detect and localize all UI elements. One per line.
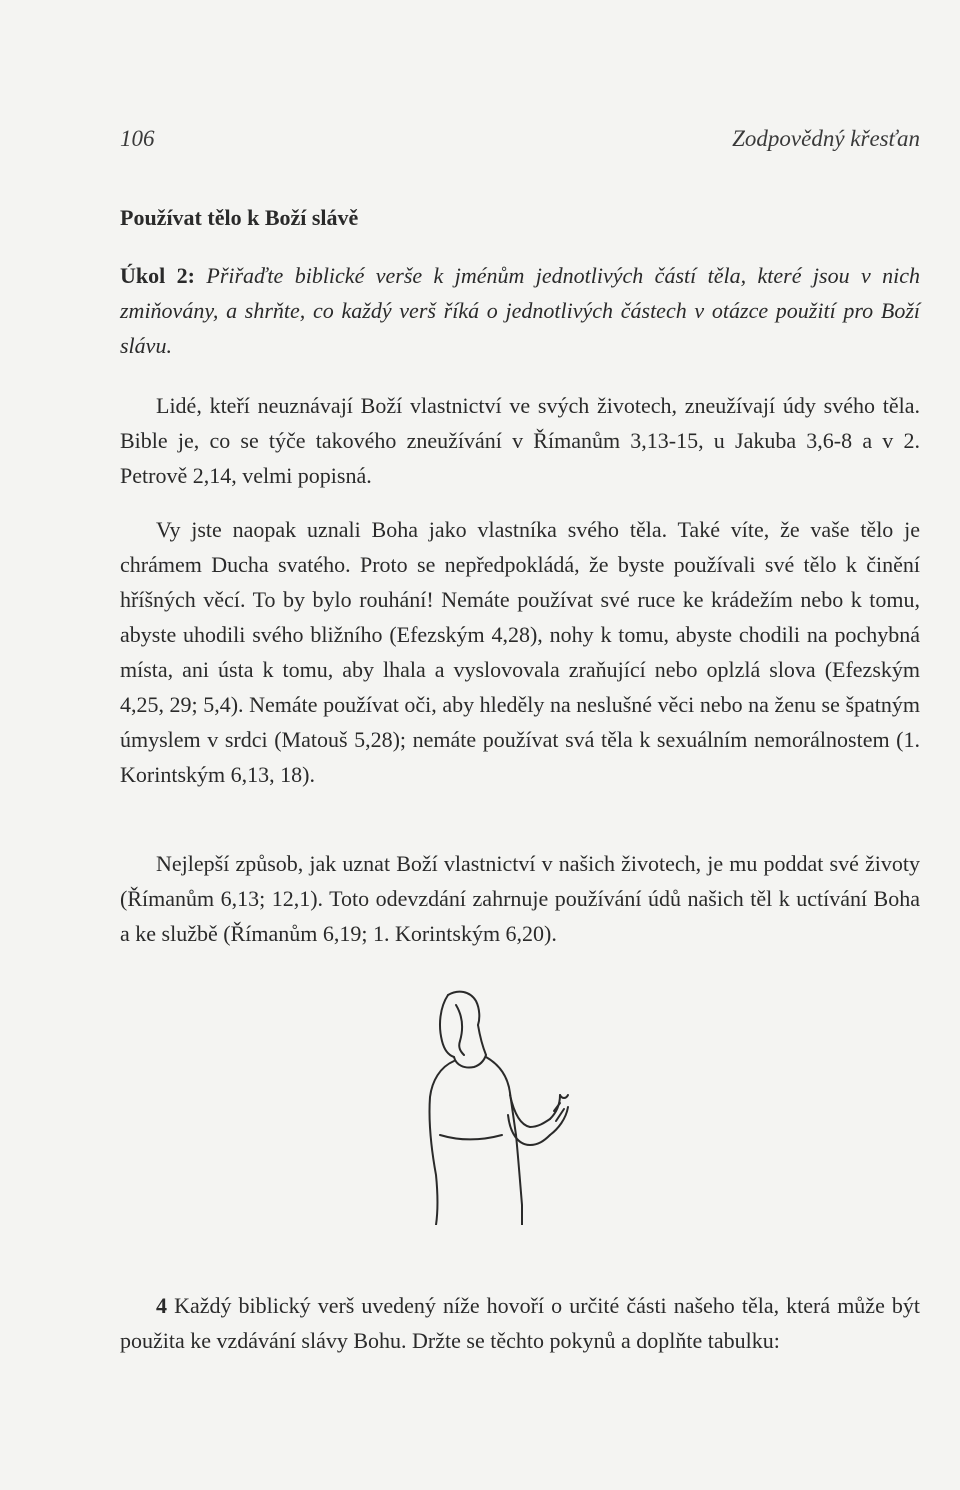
- praying-figure-illustration: [410, 985, 580, 1225]
- section-title: Používat tělo k Boží slávě: [120, 205, 359, 230]
- exercise-instruction: [120, 1288, 920, 1358]
- exercise-number: 4: [156, 1293, 167, 1318]
- exercise-text: Každý biblický verš uvedený níže hovoří o určité části našeho těla, která může být použita ke vzdávání slávy Bohu. Držte se těchto pokynů a doplňte tabulku:: [120, 1293, 921, 1353]
- task-block: [120, 258, 920, 363]
- paragraph: Vy jste naopak uznali Boha jako vlastníka svého těla. Také víte, že vaše tělo je chrámem Ducha svatého. Proto se nepředpokládá, že byste používali své tělo k činění hříšných věcí. To by bylo rouhání! Nemáte používat své ruce ke krádežím nebo k tomu, abyste uhodili svého bližního (Efezským 4,28), nohy k tomu, abyste chodili na pochybná místa, ani ústa k tomu, aby lhala a vyslovovala zraňující nebo oplzlá slova (Efezským 4,25, 29; 5,4). Nemáte používat oči, aby hleděly na neslušné věci nebo na ženu se špatným úmyslem v srdci (Matouš 5,28); nemáte používat svá těla k sexuálním nemorálnostem (1. Korintským 6,13, 18).: [120, 517, 920, 787]
- task-label: Úkol 2:: [120, 263, 195, 288]
- task-text: Přiřaďte biblické verše k jménům jednotlivých částí těla, které jsou v nich zmiňovány, a shrňte, co každý verš říká o jednotlivých částech v otázce použití pro Boží slávu.: [120, 263, 921, 358]
- page-number: 106: [120, 126, 155, 151]
- paragraph: Nejlepší způsob, jak uznat Boží vlastnictví v našich životech, je mu poddat své životy (Římanům 6,13; 12,1). Toto odevzdání zahrnuje používání údů našich těl k uctívání Boha a ke službě (Římanům 6,19; 1. Korintským 6,20).: [120, 851, 920, 946]
- running-title: Zodpovědný křesťan: [732, 126, 920, 151]
- book-page: [120, 0, 920, 1490]
- paragraph: Lidé, kteří neuznávají Boží vlastnictví ve svých životech, zneužívají údy svého těla. Bible je, co se týče takového zneužívání v Římanům 3,13-15, u Jakuba 3,6-8 a v 2. Petrově 2,14, velmi popisná.: [120, 393, 920, 488]
